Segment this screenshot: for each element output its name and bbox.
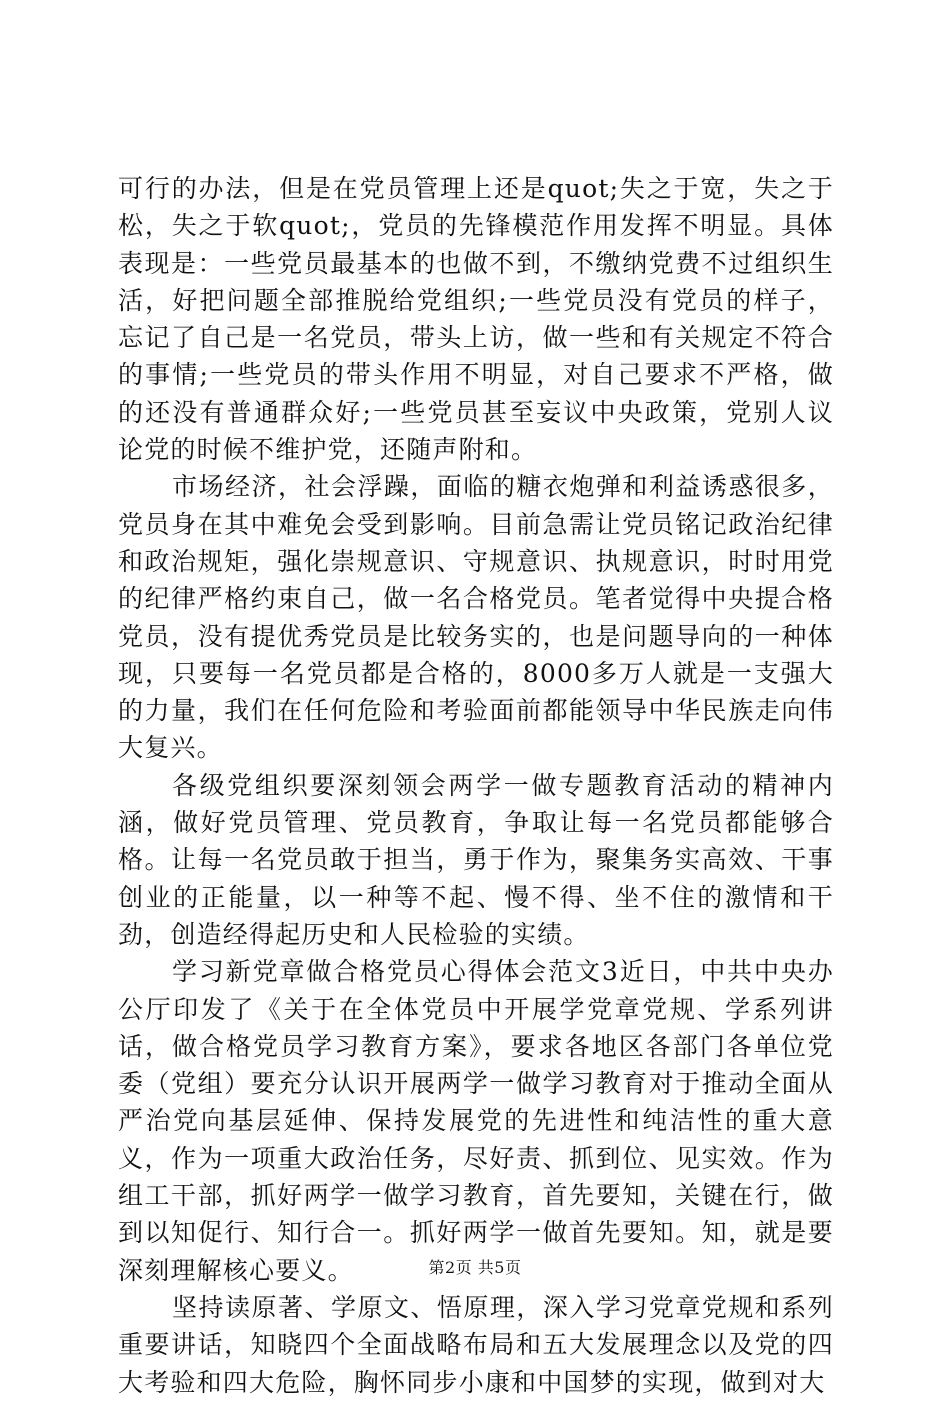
paragraph-3: 各级党组织要深刻领会两学一做专题教育活动的精神内涵，做好党员管理、党员教育，争取让每一名党员都能够合格。让每一名党员敢于担当，勇于作为，聚集务实高效、干事创业的正能量，以一种等不起、慢不得、坐不住的激情和干劲，创造经得起历史和人民检验的实绩。 — [118, 770, 834, 949]
page-number-footer: 第2页 共5页 — [428, 1258, 522, 1277]
paragraph-1: 可行的办法，但是在党员管理上还是quot;失之于宽，失之于松，失之于软quot;，党员的先锋模范作用发挥不明显。具体表现是：一些党员最基本的也做不到，不缴纳党费不过组织生活，好把问题全部推脱给党组织;一些党员没有党员的样子，忘记了自己是一名党员，带头上访，做一些和有关规定不符合的事情;一些党员的带头作用不明显，对自己要求不严格，做的还没有普通群众好;一些党员甚至妄议中央政策，党别人议论党的时候不维护党，还随声附和。 — [118, 174, 834, 465]
paragraph-2: 市场经济，社会浮躁，面临的糖衣炮弹和利益诱惑很多，党员身在其中难免会受到影响。目前急需让党员铭记政治纪律和政治规矩，强化崇规意识、守规意识、执规意识，时时用党的纪律严格约束自己，做一名合格党员。笔者觉得中央提合格党员，没有提优秀党员是比较务实的，也是问题导向的一种体现，只要每一名党员都是合格的，8000多万人就是一支强大的力量，我们在任何危险和考验面前都能领导中华民族走向伟大复兴。 — [118, 472, 834, 763]
document-body — [118, 170, 834, 1401]
paragraph-5: 坚持读原著、学原文、悟原理，深入学习党章党规和系列重要讲话，知晓四个全面战略布局和五大发展理念以及党的四大考验和四大危险，胸怀同步小康和中国梦的实现，做到对大 — [118, 1292, 834, 1397]
paragraph-4: 学习新党章做合格党员心得体会范文3近日，中共中央办公厅印发了《关于在全体党员中开展学党章党规、学系列讲话，做合格党员学习教育方案》，要求各地区各部门各单位党委（党组）要充分认识开展两学一做学习教育对于推动全面从严治党向基层延伸、保持发展党的先进性和纯洁性的重大意义，作为一项重大政治任务，尽好责、抓到位、见实效。作为组工干部，抓好两学一做学习教育，首先要知，关键在行，做到以知促行、知行合一。抓好两学一做首先要知。知，就是要深刻理解核心要义。 — [118, 957, 834, 1285]
